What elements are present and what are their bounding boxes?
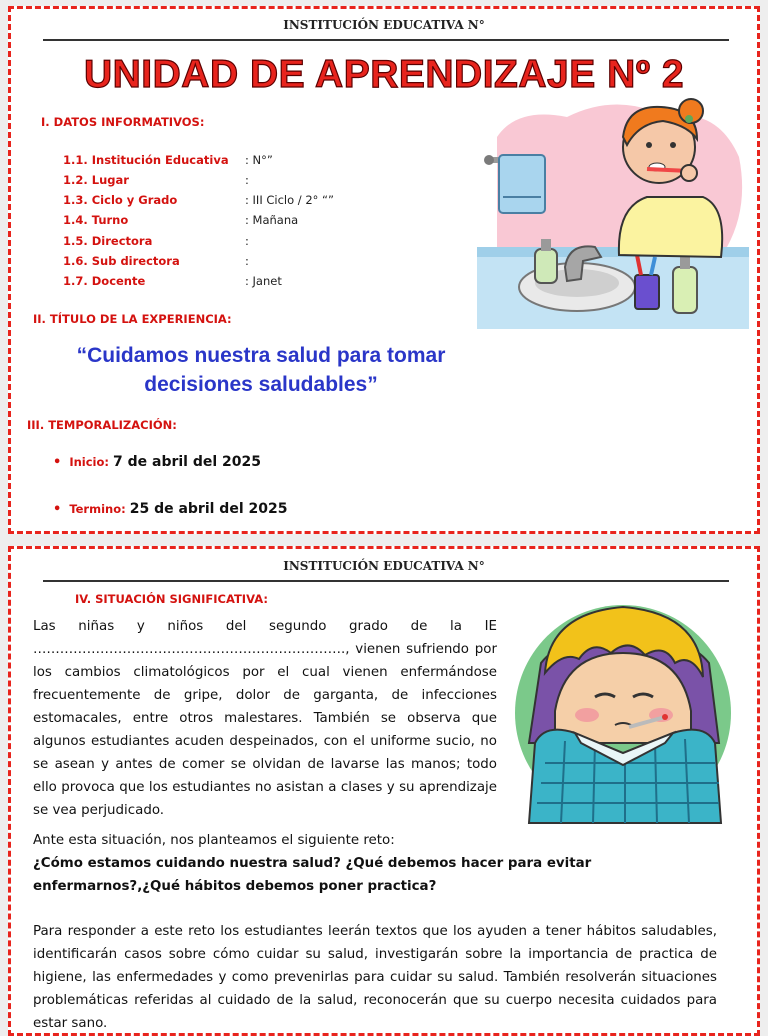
- header-divider: [43, 580, 729, 582]
- page-1: [8, 6, 760, 534]
- situation-paragraph: Las niñas y niños del segundo grado de la IE ……………………………………………………………., vienen sufriendo por los cambios climatológicos por el cual vienen enfermándose frecuentemente de gripe, dolor de garganta, de infecciones estomacales, entre otros malestares. También se observa que algunos estudiantes acuden despeinados, con el uniforme sucio, no se asean y antes de comer se olvidan de lavarse las manos; todo ello provoca que los estudiantes no asistan a clases y su aprendizaje se vea perjudicado.: [33, 619, 497, 818]
- institution-header: INSTITUCIÓN EDUCATIVA N°: [283, 559, 485, 573]
- institution-header: INSTITUCIÓN EDUCATIVA N°: [283, 18, 485, 32]
- girl-brushing-teeth-illustration: [477, 97, 749, 329]
- unit-title: UNIDAD DE APRENDIZAJE Nº 2: [83, 53, 685, 96]
- sick-boy-illustration: [505, 593, 741, 829]
- header-divider: [43, 39, 729, 41]
- datos-value: : Mañana: [245, 213, 299, 227]
- inicio-label: Inicio:: [69, 455, 109, 469]
- datos-value: :: [245, 173, 249, 187]
- datos-label: 1.4. Turno: [63, 213, 129, 227]
- datos-label: 1.6. Sub directora: [63, 254, 180, 268]
- section-temporalizacion: III. TEMPORALIZACIÓN:: [27, 418, 177, 432]
- datos-value: : III Ciclo / 2° “”: [245, 193, 334, 207]
- datos-value: : Janet: [245, 274, 282, 288]
- datos-label: 1.5. Directora: [63, 234, 153, 248]
- datos-value: :: [245, 234, 249, 248]
- inicio-value: 7 de abril del 2025: [112, 454, 261, 470]
- datos-label: 1.1. Institución Educativa: [63, 153, 229, 167]
- response-paragraph: Para responder a este reto los estudiantes leerán textos que los ayuden a tener hábitos saludables, identificarán casos sobre cómo cuidar su salud, investigarán sobre la importancia de practica de higiene, las enfermedades y como prevenirlas para cuidar su salud. También resolverán situaciones problemáticas referidas al cuidado de la salud, reconocerán que su cuerpo necesita cuidados para estar sano.: [33, 924, 717, 1031]
- section-datos-informativos: I. DATOS INFORMATIVOS:: [41, 115, 205, 129]
- datos-value: :: [245, 254, 249, 268]
- section-situacion-significativa: IV. SITUACIÓN SIGNIFICATIVA:: [75, 592, 268, 606]
- termino-item: • Termino: 25 de abril del 2025: [53, 501, 288, 517]
- experience-title: “Cuidamos nuestra salud para tomar decisiones saludables”: [76, 344, 446, 396]
- datos-label: 1.3. Ciclo y Grado: [63, 193, 178, 207]
- page-2: [8, 546, 760, 1036]
- challenge-intro: Ante esta situación, nos planteamos el siguiente reto:: [33, 833, 395, 848]
- datos-label: 1.2. Lugar: [63, 173, 129, 187]
- section-titulo-experiencia: II. TÍTULO DE LA EXPERIENCIA:: [33, 312, 232, 326]
- datos-value: : N°”: [245, 153, 273, 167]
- termino-label: Termino:: [69, 502, 126, 516]
- challenge-question: ¿Cómo estamos cuidando nuestra salud? ¿Qué debemos hacer para evitar enfermarnos?,¿Qué hábitos debemos poner practica?: [33, 856, 592, 894]
- datos-label: 1.7. Docente: [63, 274, 146, 288]
- termino-value: 25 de abril del 2025: [129, 501, 288, 517]
- inicio-item: • Inicio: 7 de abril del 2025: [53, 454, 261, 470]
